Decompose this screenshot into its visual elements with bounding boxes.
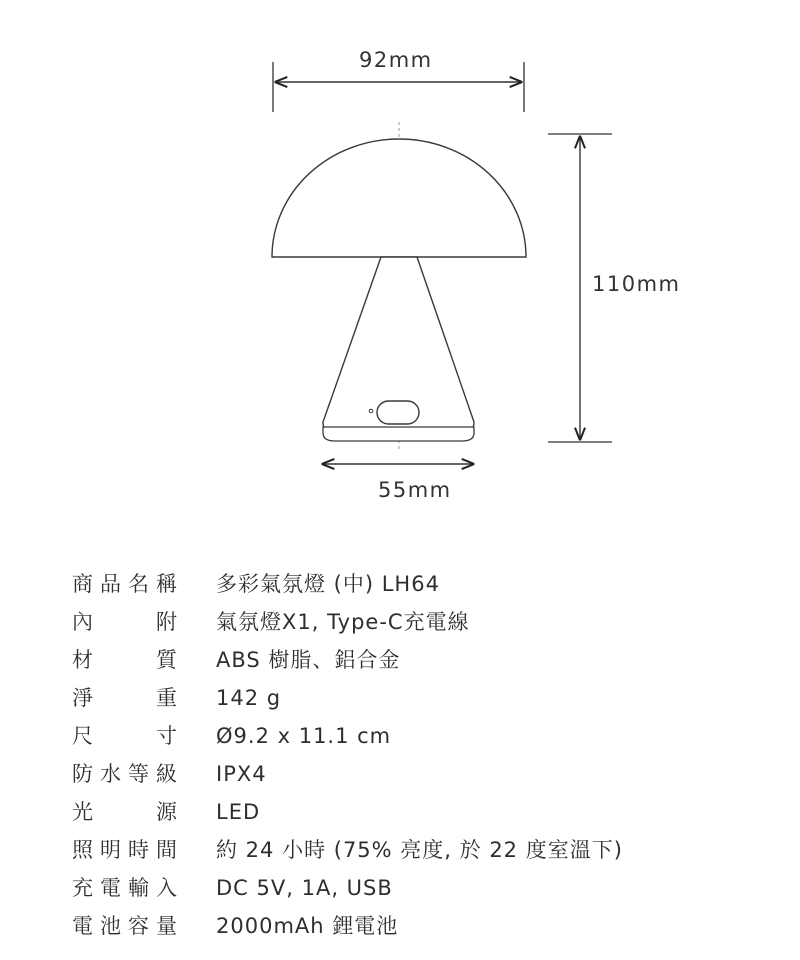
spec-label-char: 光 <box>72 800 93 824</box>
spec-value: 約 24 小時 (75% 亮度, 於 22 度室溫下) <box>216 838 623 862</box>
spec-label-char: 附 <box>156 610 177 634</box>
height-label: 110mm <box>592 272 681 296</box>
spec-label-char: 容 <box>128 914 149 938</box>
spec-label-char: 名 <box>128 572 149 596</box>
spec-label-char: 寸 <box>156 724 177 748</box>
spec-label <box>72 910 177 942</box>
spec-row <box>0 758 800 790</box>
spec-label-char: 尺 <box>72 724 93 748</box>
spec-label-char: 級 <box>156 762 177 786</box>
spec-row <box>0 720 800 752</box>
spec-label-char: 重 <box>156 686 177 710</box>
spec-label-char: 材 <box>72 648 93 672</box>
spec-label <box>72 682 177 714</box>
spec-label-char: 水 <box>100 762 121 786</box>
spec-label <box>72 758 177 790</box>
spec-label-char: 時 <box>128 838 149 862</box>
spec-label-char: 質 <box>156 648 177 672</box>
spec-label-char: 品 <box>100 572 121 596</box>
spec-value: 多彩氣氛燈 (中) LH64 <box>216 572 440 596</box>
spec-label-char: 照 <box>72 838 93 862</box>
spec-label-char: 內 <box>72 610 93 634</box>
spec-row <box>0 910 800 942</box>
spec-row <box>0 606 800 638</box>
spec-label-char: 源 <box>156 800 177 824</box>
spec-label <box>72 568 177 600</box>
spec-label-char: 電 <box>100 876 121 900</box>
lamp-base-band <box>323 427 474 441</box>
spec-label-char: 輸 <box>128 876 149 900</box>
spec-label-char: 電 <box>72 914 93 938</box>
spec-label-char: 淨 <box>72 686 93 710</box>
spec-label-char: 商 <box>72 572 93 596</box>
spec-value: LED <box>216 800 261 824</box>
spec-label-char: 間 <box>156 838 177 862</box>
spec-value: 氣氛燈X1, Type-C充電線 <box>216 610 470 634</box>
spec-label-char: 等 <box>128 762 149 786</box>
spec-label-char: 入 <box>156 876 177 900</box>
lamp-shade <box>272 139 526 257</box>
spec-value: Ø9.2 x 11.1 cm <box>216 724 392 748</box>
spec-label-char: 量 <box>156 914 177 938</box>
spec-value: 2000mAh 鋰電池 <box>216 914 399 938</box>
spec-value: IPX4 <box>216 762 267 786</box>
spec-label-char: 稱 <box>156 572 177 596</box>
spec-label-char: 充 <box>72 876 93 900</box>
spec-value: ABS 樹脂、鋁合金 <box>216 648 401 672</box>
spec-label <box>72 834 177 866</box>
spec-label <box>72 644 177 676</box>
spec-label <box>72 720 177 752</box>
power-button <box>377 401 419 424</box>
spec-value: DC 5V, 1A, USB <box>216 876 393 900</box>
spec-row <box>0 796 800 828</box>
spec-row <box>0 568 800 600</box>
spec-row <box>0 834 800 866</box>
spec-label-char: 池 <box>100 914 121 938</box>
spec-label <box>72 796 177 828</box>
base-label: 55mm <box>378 478 452 502</box>
spec-label-char: 明 <box>100 838 121 862</box>
spec-label <box>72 872 177 904</box>
spec-row <box>0 682 800 714</box>
spec-value: 142 g <box>216 686 282 710</box>
spec-label <box>72 606 177 638</box>
spec-label-char: 防 <box>72 762 93 786</box>
width-label: 92mm <box>359 48 433 72</box>
spec-row <box>0 872 800 904</box>
spec-row <box>0 644 800 676</box>
